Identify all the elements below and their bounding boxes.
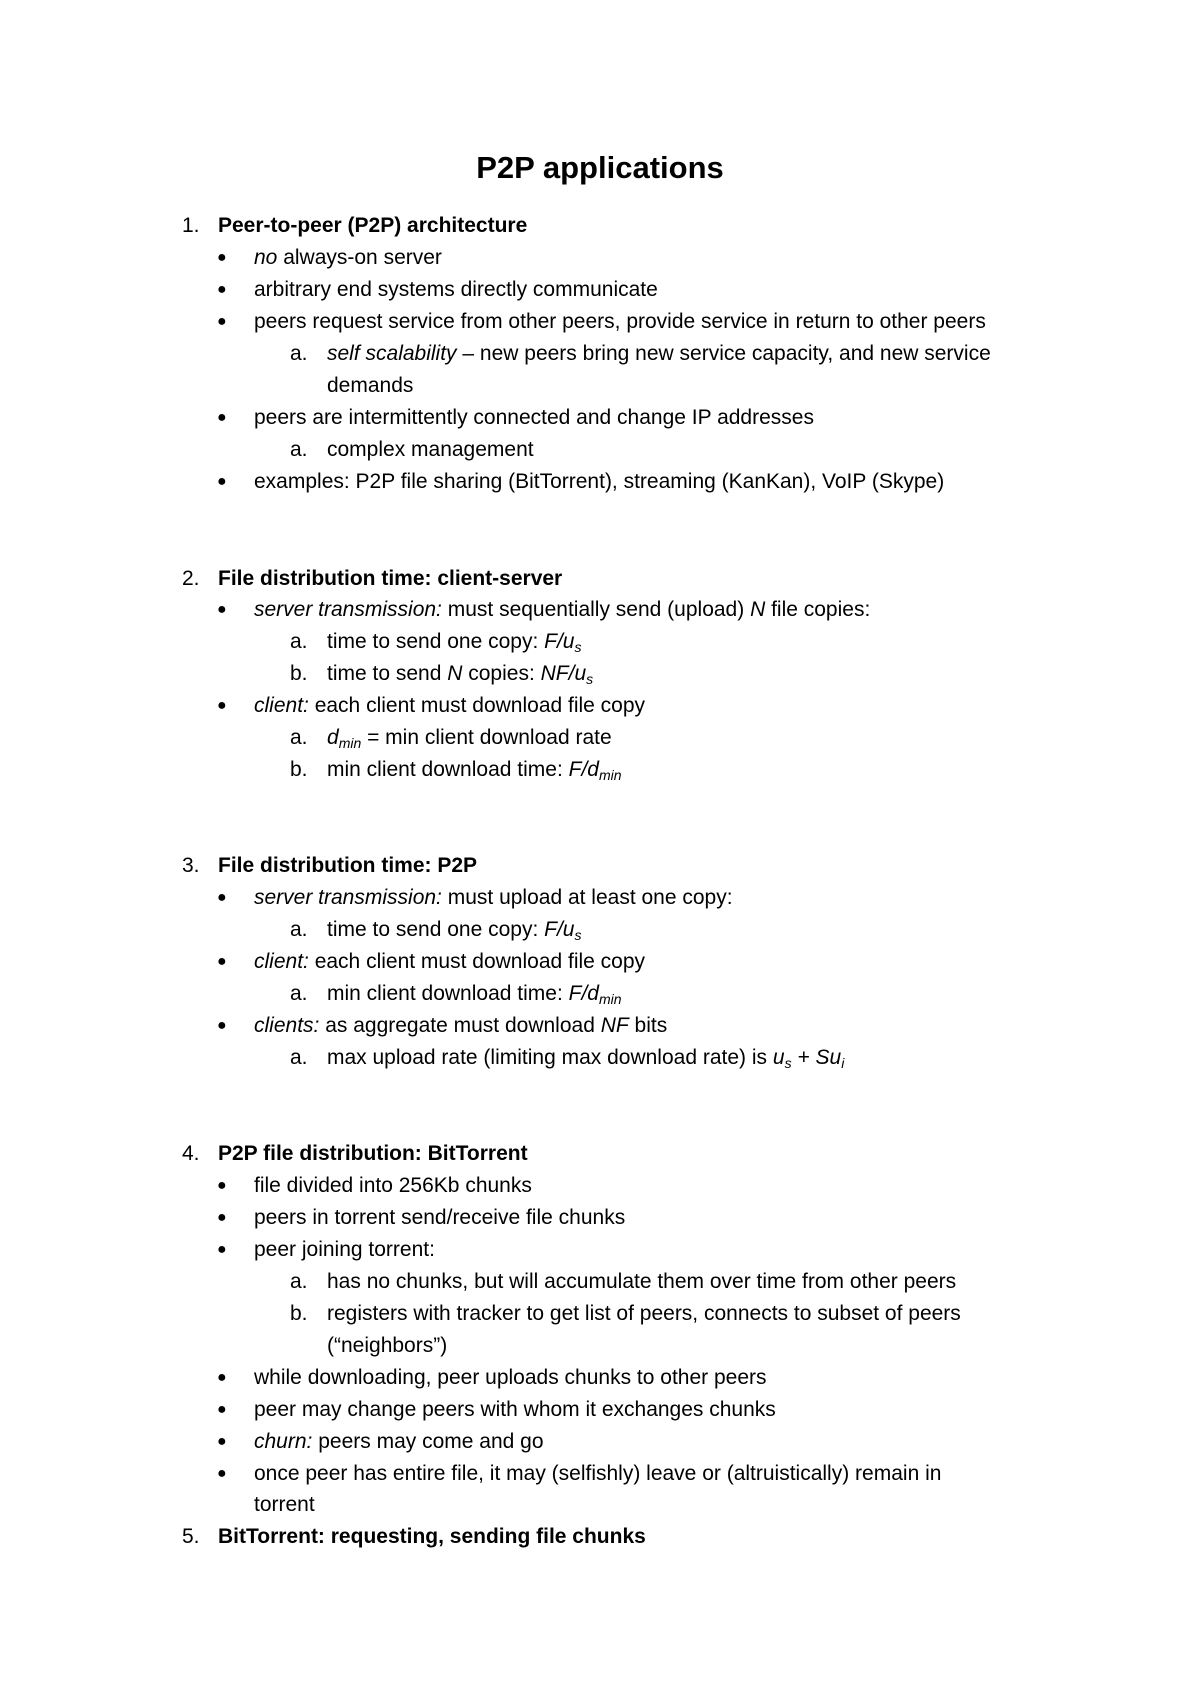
bullet-text: peers in torrent send/receive file chunks [254, 1206, 626, 1229]
bullet-icon: ● [217, 1177, 227, 1194]
section-number: 4. [182, 1142, 200, 1165]
sub-letter: a. [290, 1046, 308, 1069]
sub-letter: a. [290, 630, 308, 653]
sub-letter: a. [290, 918, 308, 941]
sub-letter: a. [290, 726, 308, 749]
section-title: P2P file distribution: BitTorrent [218, 1142, 528, 1165]
sub-text: demands [327, 374, 414, 397]
sub-text: $d_{min} = \min$ client download rate [327, 726, 612, 751]
sub-text: max upload rate (limiting max download rate) is $u_s + Su_i$ [327, 1046, 845, 1071]
sub-text: time to send one copy: $F/u_s$ [327, 630, 582, 655]
sub-text: self scalability – new peers bring new service capacity, and new service [327, 342, 991, 365]
bullet-icon: ● [217, 281, 227, 298]
bullet-icon: ● [217, 1017, 227, 1034]
section-title: File distribution time: client-server [218, 567, 563, 590]
bullet-text: peer may change peers with whom it exchanges chunks [254, 1398, 776, 1421]
page-title: P2P applications [476, 150, 724, 185]
bullet-icon: ● [217, 1465, 227, 1482]
section-title: BitTorrent: requesting, sending file chunks [218, 1525, 646, 1548]
bullet-icon: ● [217, 601, 227, 618]
bullet-text: torrent [254, 1493, 315, 1516]
bullet-icon: ● [217, 1369, 227, 1386]
sub-text: min client download time: $F/d_{min}$ [327, 982, 622, 1007]
bullet-icon: ● [217, 953, 227, 970]
section-number: 2. [182, 567, 200, 590]
bullet-text: peer joining torrent: [254, 1238, 435, 1261]
bullet-text: file divided into 256Kb chunks [254, 1174, 532, 1197]
bullet-text: client: each client must download file copy [254, 694, 646, 717]
bullet-text: clients: as aggregate must download NF bits [254, 1014, 668, 1037]
bullet-icon: ● [217, 1241, 227, 1258]
sub-letter: a. [290, 342, 308, 365]
bullet-icon: ● [217, 313, 227, 330]
sub-text: registers with tracker to get list of peers, connects to subset of peers [327, 1302, 961, 1325]
sub-text: min client download time: $F/d_{min}$ [327, 758, 622, 783]
bullet-text: server transmission: must sequentially send (upload) N file copies: [254, 598, 871, 621]
sub-letter: a. [290, 982, 308, 1005]
section-number: 3. [182, 854, 200, 877]
sub-text: (“neighbors”) [327, 1334, 448, 1357]
bullet-text: churn: peers may come and go [254, 1430, 544, 1453]
sub-text: has no chunks, but will accumulate them over time from other peers [327, 1270, 957, 1293]
sub-text: complex management [327, 438, 534, 461]
bullet-icon: ● [217, 1401, 227, 1418]
bullet-icon: ● [217, 697, 227, 714]
bullet-text: client: each client must download file copy [254, 950, 646, 973]
bullet-text: peers are intermittently connected and change IP addresses [254, 406, 814, 429]
sub-letter: b. [290, 662, 308, 685]
bullet-icon: ● [217, 1433, 227, 1450]
bullet-text: examples: P2P file sharing (BitTorrent), streaming (KanKan), VoIP (Skype) [254, 470, 945, 493]
bullet-text: once peer has entire file, it may (selfishly) leave or (altruistically) remain in [254, 1462, 942, 1485]
section-title: File distribution time: P2P [218, 854, 478, 877]
bullet-text: arbitrary end systems directly communicate [254, 278, 658, 301]
section-number: 5. [182, 1525, 200, 1548]
bullet-text: no always-on server [254, 246, 442, 269]
bullet-icon: ● [217, 889, 227, 906]
bullet-icon: ● [217, 249, 227, 266]
bullet-icon: ● [217, 1209, 227, 1226]
sub-letter: a. [290, 438, 308, 461]
bullet-icon: ● [217, 473, 227, 490]
section-number: 1. [182, 214, 200, 237]
bullet-text: peers request service from other peers, provide service in return to other peers [254, 310, 986, 333]
sub-letter: b. [290, 1302, 308, 1325]
sub-text: time to send one copy: $F/u_s$ [327, 918, 582, 943]
sub-letter: a. [290, 1270, 308, 1293]
bullet-icon: ● [217, 409, 227, 426]
bullet-text: while downloading, peer uploads chunks to other peers [254, 1366, 767, 1389]
section-title: Peer-to-peer (P2P) architecture [218, 214, 528, 237]
bullet-text: server transmission: must upload at least one copy: [254, 886, 733, 909]
sub-letter: b. [290, 758, 308, 781]
sub-text: time to send N copies: $NF/u_s$ [327, 662, 594, 687]
